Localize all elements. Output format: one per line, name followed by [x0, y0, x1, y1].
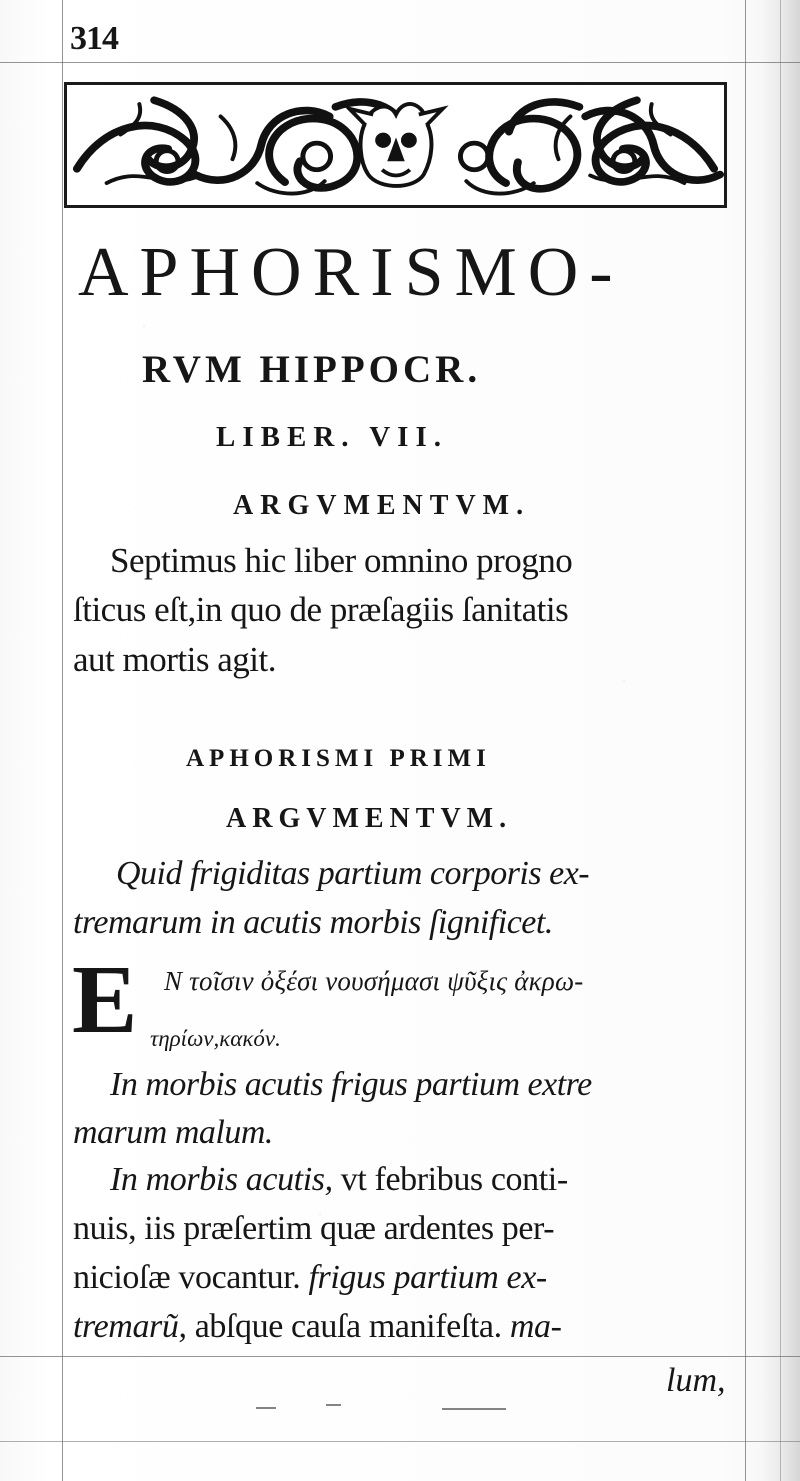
argument-text-line: aut mortis agit. [73, 640, 276, 679]
commentary-italic-run: tremarũ, [73, 1308, 187, 1345]
commentary-italic-run: frigus partium ex- [308, 1259, 547, 1296]
bleed-through-marks [238, 1402, 538, 1414]
commentary-line [73, 1261, 547, 1295]
woodcut-ornament-icon [64, 82, 727, 208]
commentary-italic-run: ma- [509, 1308, 562, 1345]
latin-translation-line: In morbis acutis frigus partium extre [110, 1066, 592, 1103]
page-number: 314 [70, 20, 118, 57]
bottom-page-rule [0, 1356, 800, 1357]
aphorism-argument-heading: ARGVMENTVM. [226, 803, 513, 834]
commentary-roman-run: abſque cauſa manifeſta. [186, 1308, 510, 1345]
book-number: LIBER. VII. [216, 421, 448, 453]
title-line-1: APHORISMO- [78, 234, 624, 311]
left-page-rule [62, 0, 63, 1481]
commentary-italic-run: In morbis acutis, [110, 1161, 333, 1198]
argument-heading: ARGVMENTVM. [233, 490, 531, 521]
commentary-line: nuis, iis præſertim quæ ardentes per- [73, 1210, 555, 1247]
right-page-rule [745, 0, 746, 1481]
question-line: Quid frigiditas partium corporis ex- [116, 855, 590, 892]
commentary-line [73, 1310, 562, 1344]
aphorism-heading: APHORISMI PRIMI [186, 745, 491, 772]
title-line-2: RVM HIPPOCR. [142, 348, 482, 391]
lower-page-edge [0, 1441, 800, 1442]
latin-translation-line: marum malum. [73, 1114, 273, 1151]
catchword: lum, [666, 1362, 726, 1399]
drop-cap: E [72, 946, 136, 1054]
argument-text-line: Septimus hic liber omnino progno [110, 541, 573, 580]
commentary-line [110, 1163, 568, 1197]
greek-text-line: τηρίων,κακόν. [150, 1026, 281, 1051]
greek-text-line: N τοῖσιν ὀξέσι νουσήμασι ψῦξις ἀκρω- [164, 966, 584, 996]
outer-page-edge [780, 0, 781, 1481]
top-page-rule [0, 62, 800, 63]
commentary-roman-run: vt febribus conti- [332, 1161, 568, 1198]
commentary-roman-run: nicioſæ vocantur. [73, 1259, 309, 1296]
question-line: tremarum in acutis morbis ſignificet. [73, 904, 553, 941]
argument-text-line: ſticus eſt,in quo de præſagiis ſanitatis [73, 590, 569, 629]
